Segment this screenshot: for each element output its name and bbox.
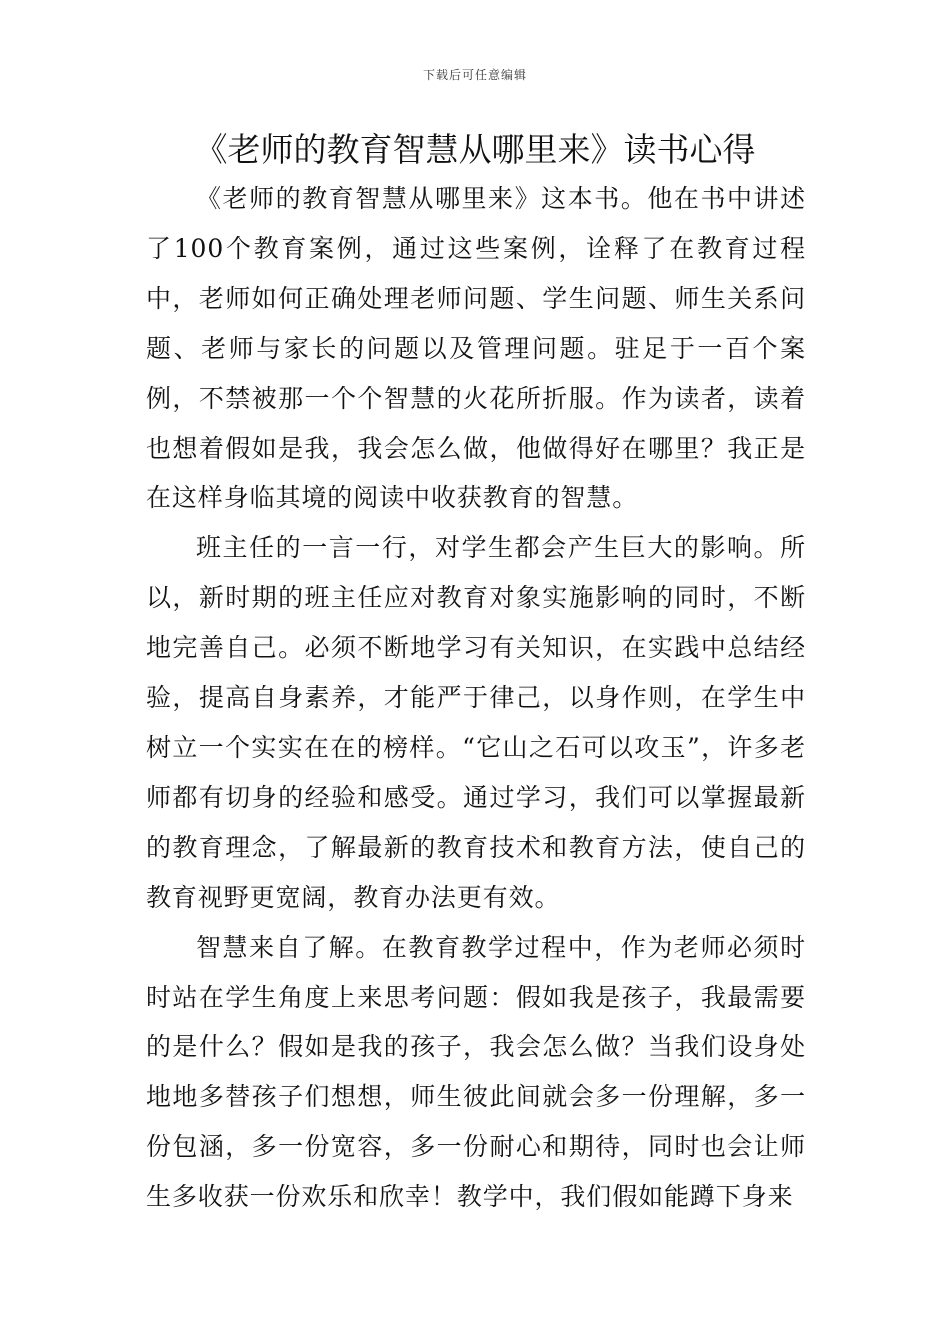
document-body bbox=[146, 174, 806, 1222]
header-note: 下载后可任意编辑 bbox=[422, 68, 527, 82]
paragraph-1: 《老师的教育智慧从哪里来》这本书。他在书中讲述了100个教育案例，通过这些案例，诠释了在教育过程中，老师如何正确处理老师问题、学生问题、师生关系问题、老师与家长的问题以及管理问题。驻足于一百个案例，不禁被那一个个智慧的火花所折服。作为读者，读着也想着假如是我，我会怎么做，他做得好在哪里？我正是在这样身临其境的阅读中收获教育的智慧。 bbox=[146, 184, 806, 513]
document-title: 《老师的教育智慧从哪里来》读书心得 bbox=[194, 130, 756, 169]
paragraph-3: 智慧来自了解。在教育教学过程中，作为老师必须时时站在学生角度上来思考问题：假如我是孩子，我最需要的是什么？假如是我的孩子，我会怎么做？当我们设身处地地多替孩子们想想，师生彼此间就会多一份理解，多一份包涵，多一份宽容，多一份耐心和期待，同时也会让师生多收获一份欢乐和欣幸！教学中，我们假如能蹲下身来 bbox=[146, 932, 806, 1212]
paragraph-2: 班主任的一言一行，对学生都会产生巨大的影响。所以，新时期的班主任应对教育对象实施影响的同时，不断地完善自己。必须不断地学习有关知识，在实践中总结经验，提高自身素养，才能严于律己，以身作则，在学生中树立一个实实在在的榜样。“它山之石可以攻玉”，许多老师都有切身的经验和感受。通过学习，我们可以掌握最新的教育理念，了解最新的教育技术和教育方法，使自己的教育视野更宽阔，教育办法更有效。 bbox=[146, 533, 806, 912]
